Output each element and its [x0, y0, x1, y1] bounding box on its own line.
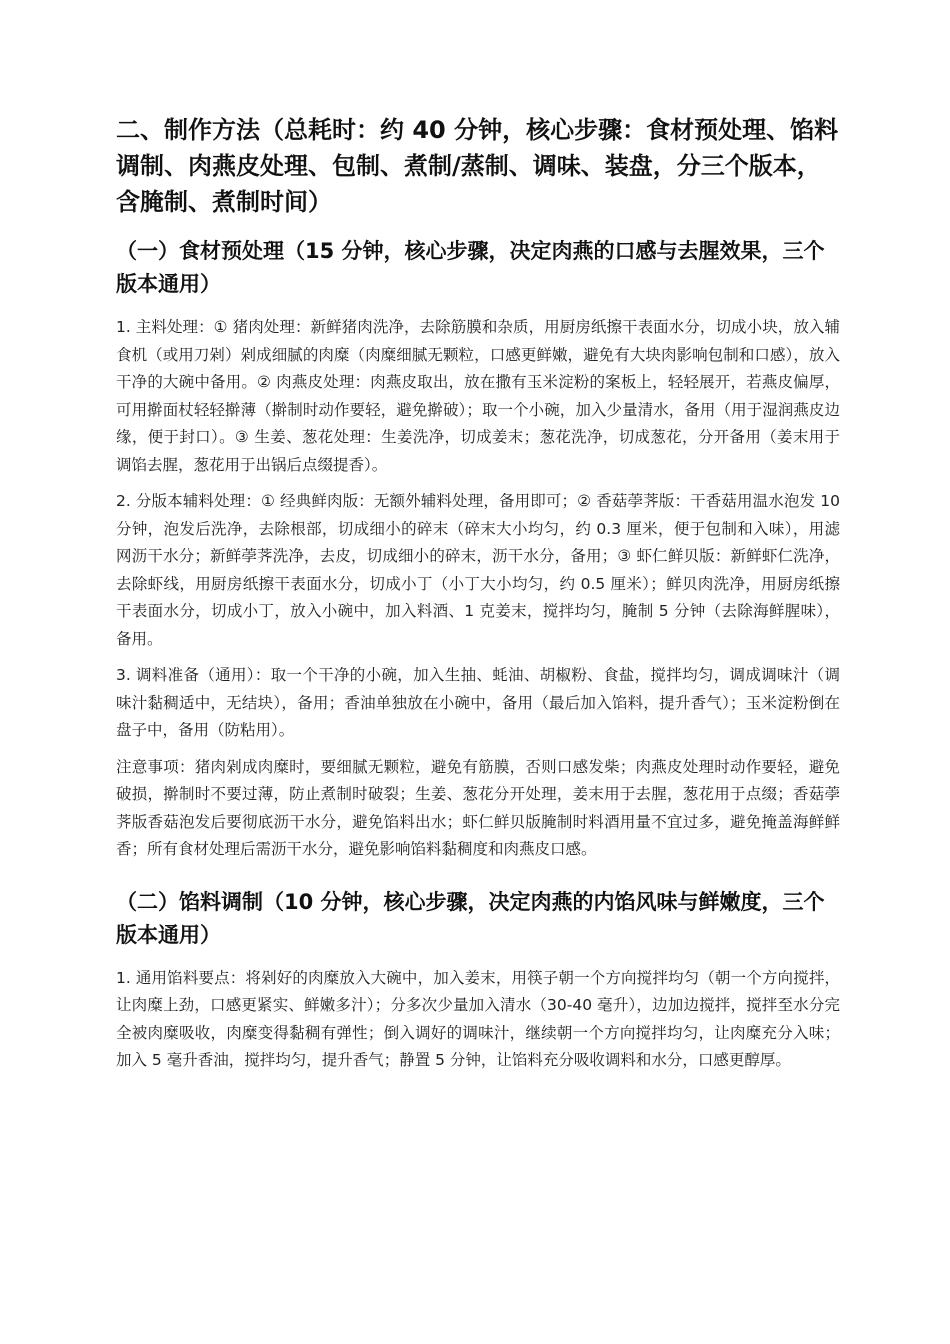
paragraph-main-ingredient: 1. 主料处理：① 猪肉处理：新鲜猪肉洗净，去除筋膜和杂质，用厨房纸擦干表面水分，切成小块，放入辅食机（或用刀剁）剁成细腻的肉糜（肉糜细腻无颗粒，口感更鲜嫩，避免有大块肉影响包制和口感），放入干净的大碗中备用。② 肉燕皮处理：肉燕皮取出，放在撒有玉米淀粉的案板上，轻轻展开，若燕皮偏厚，可用擀面杖轻轻擀薄（擀制时动作要轻，避免擀破）；取一个小碗，加入少量清水，备用（用于湿润燕皮边缘，便于封口）。③ 生姜、葱花处理：生姜洗净，切成姜末；葱花洗净，切成葱花，分开备用（姜末用于调馅去腥，葱花用于出锅后点缀提香）。	[116, 318, 840, 474]
document-page	[116, 112, 840, 1084]
main-heading: 二、制作方法（总耗时：约 40 分钟，核心步骤：食材预处理、馅料调制、肉燕皮处理、包制、煮制/蒸制、调味、装盘，分三个版本，含腌制、煮制时间）	[116, 116, 839, 216]
paragraph-notes: 注意事项：猪肉剁成肉糜时，要细腻无颗粒，避免有筋膜，否则口感发柴；肉燕皮处理时动作要轻，避免破损，擀制时不要过薄，防止煮制时破裂；生姜、葱花分开处理，姜末用于去腥，葱花用于点缀；香菇荸荠版香菇泡发后要彻底沥干水分，避免馅料出水；虾仁鲜贝版腌制时料酒用量不宜过多，避免掩盖海鲜鲜香；所有食材处理后需沥干水分，避免影响馅料黏稠度和肉燕皮口感。	[116, 757, 840, 858]
paragraph-version-ingredients: 2. 分版本辅料处理：① 经典鲜肉版：无额外辅料处理，备用即可；② 香菇荸荠版：干香菇用温水泡发 10 分钟，泡发后洗净，去除根部，切成细小的碎末（碎末大小均匀，约 0.3 厘米，便于包制和入味），用滤网沥干水分；新鲜荸荠洗净，去皮，切成细小的碎末，沥干水分，备用；③ 虾仁鲜贝版：新鲜虾仁洗净，去除虾线，用厨房纸擦干表面水分，切成小丁（小丁大小均匀，约 0.5 厘米）；鲜贝肉洗净，用厨房纸擦干表面水分，切成小丁，放入小碗中，加入料酒、1 克姜末，搅拌均匀，腌制 5 分钟（去除海鲜腥味），备用。	[116, 492, 840, 648]
paragraph-seasoning-prep: 3. 调料准备（通用）：取一个干净的小碗，加入生抽、蚝油、胡椒粉、食盐，搅拌均匀，调成调味汁（调味汁黏稠适中，无结块），备用；香油单独放在小碗中，备用（最后加入馅料，提升香气）；玉米淀粉倒在盘子中，备用（防粘用）。	[116, 666, 840, 739]
section-title-filling: （二）馅料调制（10 分钟，核心步骤，决定肉燕的内馅风味与鲜嫩度，三个版本通用）	[116, 889, 825, 947]
paragraph-filling-points: 1. 通用馅料要点：将剁好的肉糜放入大碗中，加入姜末，用筷子朝一个方向搅拌均匀（朝一个方向搅拌，让肉糜上劲，口感更紧实、鲜嫩多汁）；分多次少量加入清水（30-40 毫升），边加边搅拌，搅拌至水分完全被肉糜吸收，肉糜变得黏稠有弹性；倒入调好的调味汁，继续朝一个方向搅拌均匀，让肉糜充分入味；加入 5 毫升香油，搅拌均匀，提升香气；静置 5 分钟，让馅料充分吸收调料和水分，口感更醇厚。	[116, 968, 840, 1069]
section-title-ingredient-prep: （一）食材预处理（15 分钟，核心步骤，决定肉燕的口感与去腥效果，三个版本通用）	[116, 239, 825, 296]
